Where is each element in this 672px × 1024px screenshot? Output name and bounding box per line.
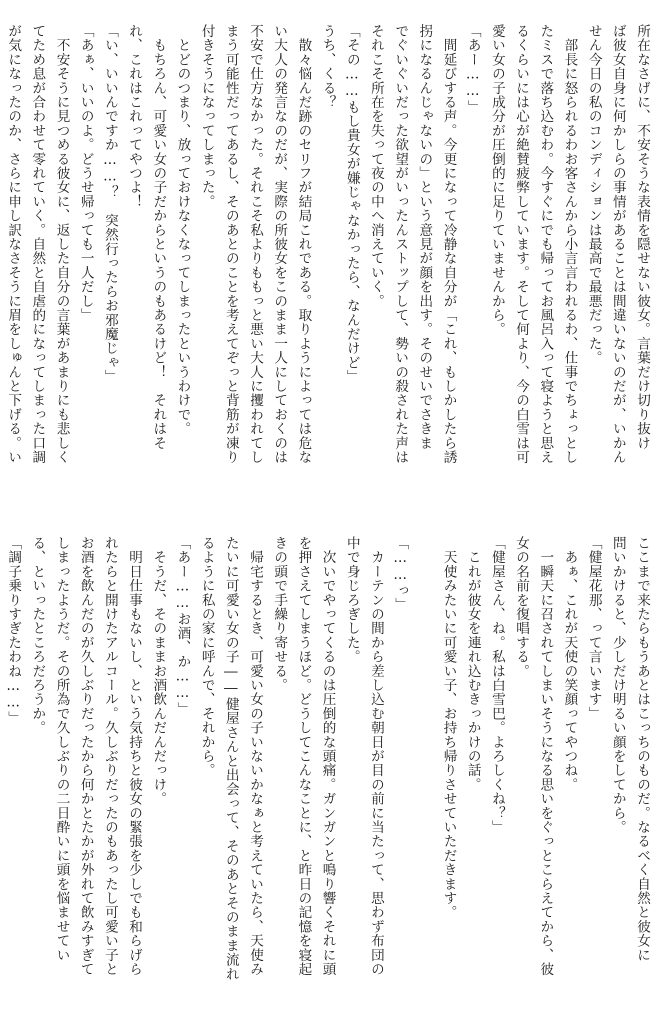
text-line: れ、これはこれってやつよ！ [126,24,143,209]
text-line: 散々悩んだ跡のセリフが結局これである。取りようによっては危な [295,24,312,465]
text-line: まう可能性だってあるし、そのあとのことを考えてぞっと背筋が凍り [222,24,239,465]
text-line: たいに可愛い女の子――健屋さんと出会って、そのあとそのまま流れ [222,536,239,981]
text-line: しまったようだ。その所為で久しぶりの二日酔いに頭を悩ませてい [53,536,70,962]
text-line: 「健屋さん、ね。私は白雪巴。よろしくね？」 [488,536,505,835]
text-line: 「い、いいんですか……？ 突然行ったらお邪魔じゃ」 [101,24,118,384]
text-line: カーテンの間から差し込む朝日が目の前に当たって、思わず布団の [367,536,384,977]
text-line: もちろん、可愛い女の子だからというのもあるけど！ それはそ [150,24,167,450]
text-line: 「その……もし貴女が嫌じゃなかったら、なんだけど」 [343,24,360,384]
text-line: これが彼女を連れ込むきっかけの話。 [464,536,481,792]
text-line: 中で身じろぎした。 [343,536,360,664]
text-line: きの頭で手繰り寄せる。 [271,536,288,693]
text-line: 「健屋花那、って言います」 [585,536,602,721]
text-line: 「あー……お酒、か……」 [174,536,191,716]
text-line: れたらと開けたアルコール。久しぶりだったのもあったし可愛い子と [101,536,118,977]
text-line: 不安で仕方なかった。それこそ私よりももっと悪い大人に攫われてし [247,24,263,465]
text-line: ば彼女自身に何かしらの事情があることは間違いないのだが、いかん [609,24,626,465]
text-line: うち、くる？ [319,24,336,110]
text-line: 「あー……」 [464,24,481,114]
text-line: 部長に怒られるわお客さんから小言言われるわ、仕事でちょっとし [561,24,578,465]
text-line: 「あぁ、いいのよ。どうせ帰っても一人だし」 [77,24,94,323]
text-line: お酒を飲んだのが久しぶりだったから何かとたかが外れて飲みすぎて [77,536,94,977]
text-line: 問いかけると、少しだけ明るい顔をしてから。 [609,536,626,835]
text-line: を押さえてしまうほど。どうしてこんなことに、と昨日の記憶を寝起 [295,536,312,977]
text-line: るように私の家に呼んで、それから。 [198,536,215,778]
text-line: そうだ、そのままお酒飲んだんだっけ。 [150,536,167,806]
text-line: る、といったところだろうか。 [29,536,46,735]
text-line: 間延びする声。今更になって冷静な自分が「これ、もしかしたら誘 [440,24,457,465]
text-line: ここまで来たらもうあとはこっちのものだ。なるべく自然と彼女に [634,536,650,962]
text-line: でぐいぐいだった欲望がいったんストップして、勢いの殺された声は [392,24,409,465]
text-line: 愛い女の子成分が圧倒的に足りていませんから。 [488,24,505,337]
text-line: 付きそうになってしまった。 [198,24,215,209]
top-text-block [5,24,654,496]
text-line: 帰宅するとき、可愛い女の子いないかなぁと考えていたら、天使み [247,536,263,977]
text-line: 女の名前を復唱する。 [513,536,530,678]
text-line: とどのつまり、放っておけなくなってしまったというわけで。 [174,24,191,436]
text-line: 明日仕事もないし、という気持ちと彼女の緊張を少しでも和らげら [126,536,143,977]
text-line: あぁ、これが天使の笑顔ってやつね。 [561,536,578,792]
text-line: 所在なさげに、不安そうな表情を隠せない彼女。言葉だけ切り抜け [634,24,650,450]
text-line: せん今日の私のコンディションは最高で最悪だった。 [585,24,602,365]
text-line: たミスで落ち込むわ。今すぐにでも帰ってお風呂入って寝ようと思え [537,24,554,465]
text-line: 次いでやってくるのは圧倒的な頭痛。ガンガンと鳴り響くそれに頭 [319,536,336,977]
text-line: るくらいには心が絶賛疲弊しています。そして何より、今の白雪は可 [513,24,530,465]
text-line: 拐になるんじゃないの」という意見が顔を出す。そのせいでさきま [416,24,433,450]
scene-break [412,536,436,1006]
text-line: 一瞬天に召されてしまいそうになる思いをぐっとこらえてから、彼 [537,536,554,977]
text-line: てため息が合わせて零れていく。自然と自虐的になってしまった口調 [29,24,46,465]
text-line: 天使みたいに可愛い子、お持ち帰りさせていただきます。 [440,536,457,920]
text-line: い大人の発言なのだが、実際の所彼女をこのまま一人にしておくのは [271,24,288,465]
text-line: 「……っ」 [392,536,409,612]
text-line: それこそ所在を失って夜の中へ消えていく。 [367,24,384,308]
text-line: 不安そうに見つめる彼女に、返した自分の言葉があまりにも悲しく [53,24,70,465]
text-line: が気になったのか、さらに申し訳なさそうに眉をしゅんと下げる。い [5,24,22,465]
text-line: 「調子乗りすぎたわね……」 [5,536,22,726]
bottom-text-block [5,536,654,1006]
